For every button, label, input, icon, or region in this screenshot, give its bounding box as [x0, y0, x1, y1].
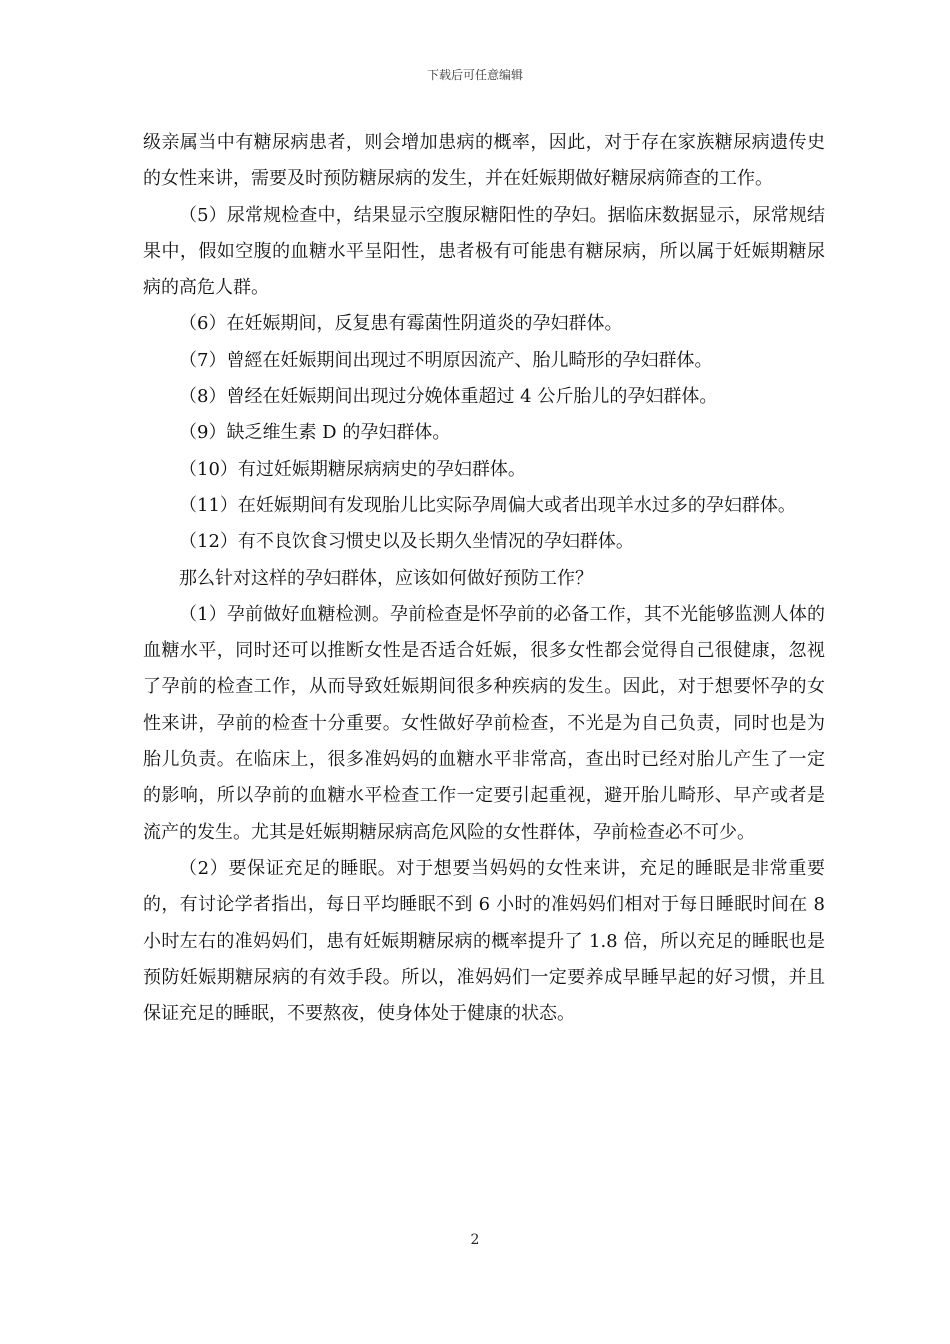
- paragraph-item-5: （5）尿常规检查中，结果显示空腹尿糖阳性的孕妇。据临床数据显示，尿常规结果中，假如空腹的血糖水平呈阳性，患者极有可能患有糖尿病，所以属于妊娠期糖尿病的高危人群。: [143, 204, 825, 299]
- paragraph-item-11: （11）在妊娠期间有发现胎儿比实际孕周偏大或者出现羊水过多的孕妇群体。: [179, 494, 796, 516]
- page-number: 2: [470, 1232, 480, 1248]
- paragraph-prevention-2: （2）要保证充足的睡眠。对于想要当妈妈的女性来讲，充足的睡眠是非常重要的，有讨论学者指出，每日平均睡眠不到 6 小时的准妈妈们相对于每日睡眠时间在 8 小时左右的准妈妈们，患有妊娠期糖尿病的概率提升了 1.8 倍，所以充足的睡眠也是预防妊娠期糖尿病的有效手段。所以，准妈妈们一定要养成早睡早起的好习惯，并且保证充足的睡眠，不要熬夜，使身体处于健康的状态。: [143, 857, 825, 1025]
- paragraph-prevention-question: 那么针对这样的孕妇群体，应该如何做好预防工作？: [179, 567, 593, 589]
- paragraph-item-6: （6）在妊娠期间，反复患有霉菌性阴道炎的孕妇群体。: [179, 313, 623, 335]
- paragraph-item-10: （10）有过妊娠期糖尿病病史的孕妇群体。: [179, 458, 526, 480]
- paragraph-item-12: （12）有不良饮食习惯史以及长期久坐情况的孕妇群体。: [179, 531, 634, 553]
- document-body: [143, 125, 825, 1032]
- paragraph-prevention-1: （1）孕前做好血糖检测。孕前检查是怀孕前的必备工作，其不光能够监测人体的血糖水平，同时还可以推断女性是否适合妊娠，很多女性都会觉得自己很健康，忽视了孕前的检查工作，从而导致妊娠期间很多种疾病的发生。因此，对于想要怀孕的女性来讲，孕前的检查十分重要。女性做好孕前检查，不光是为自己负责，同时也是为胎儿负责。在临床上，很多准妈妈的血糖水平非常高，查出时已经对胎儿产生了一定的影响，所以孕前的血糖水平检查工作一定要引起重视，避开胎儿畸形、早产或者是流产的发生。尤其是妊娠期糖尿病高危风险的女性群体，孕前检查必不可少。: [143, 603, 825, 843]
- page-header: 下载后可任意编辑: [426, 68, 523, 82]
- paragraph-item-9: （9）缺乏维生素 D 的孕妇群体。: [179, 422, 451, 444]
- paragraph-item-8: （8）曾经在妊娠期间出现过分娩体重超过 4 公斤胎儿的孕妇群体。: [179, 386, 718, 408]
- paragraph-family-history: 级亲属当中有糖尿病患者，则会增加患病的概率，因此，对于存在家族糖尿病遗传史的女性来讲，需要及时预防糖尿病的发生，并在妊娠期做好糖尿病筛查的工作。: [143, 132, 825, 190]
- paragraph-item-7: （7）曾經在妊娠期间出现过不明原因流产、胎儿畸形的孕妇群体。: [179, 349, 713, 371]
